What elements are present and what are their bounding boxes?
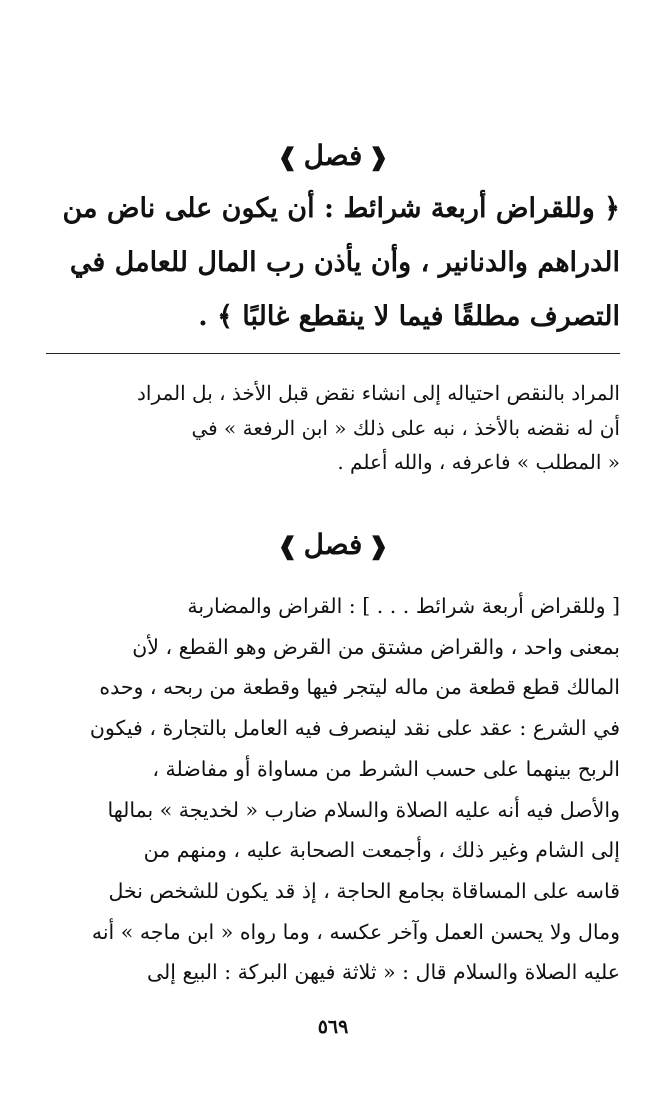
page-number: ٥٦٩ bbox=[317, 1016, 349, 1038]
commentary-text bbox=[46, 586, 620, 993]
heading-ornament-left: ❱ bbox=[277, 531, 298, 560]
heading-ornament-right: ❰ bbox=[368, 531, 389, 560]
matn-line: الدراهم والدنانير ، وأن يأذن رب المال للعامل في bbox=[69, 247, 620, 278]
divider-rule bbox=[46, 353, 620, 354]
commentary-line: في الشرع : عقد على نقد لينصرف فيه العامل بالتجارة ، فيكون bbox=[89, 716, 620, 741]
footnote-text bbox=[46, 376, 620, 480]
section-heading-commentary bbox=[0, 527, 666, 564]
commentary-line: عليه الصلاة والسلام قال : « ثلاثة فيهن البركة : البيع إلى bbox=[146, 960, 620, 985]
footnote-line: المراد بالنقص احتياله إلى انشاء نقض قبل الأخذ ، بل المراد bbox=[136, 381, 620, 405]
matn-line: التصرف مطلقًا فيما لا ينقطع غالبًا ﴾ . bbox=[198, 301, 620, 332]
commentary-line: بمعنى واحد ، والقراض مشتق من القرض وهو القطع ، لأن bbox=[132, 634, 620, 659]
footnote-line: « المطلب » فاعرفه ، والله أعلم . bbox=[337, 450, 620, 474]
commentary-line: المالك قطع قطعة من ماله ليتجر فيها وقطعة من ربحه ، وحده bbox=[99, 675, 620, 700]
footnote-line: أن له نقضه بالأخذ ، نبه على ذلك « ابن الرفعة » في bbox=[191, 415, 620, 440]
heading-ornament-left: ❱ bbox=[277, 142, 298, 171]
commentary-line: [ وللقراض أربعة شرائط . . . ] : القراض والمضاربة bbox=[187, 594, 620, 618]
section-title: فصل bbox=[303, 139, 363, 172]
commentary-line: ومال ولا يحسن العمل وآخر عكسه ، وما رواه « ابن ماجه » أنه bbox=[91, 919, 620, 944]
matn-line: ﴿ وللقراض أربعة شرائط : أن يكون على ناض من bbox=[62, 193, 620, 224]
commentary-line: الربح بينهما على حسب الشرط من مساواة أو مفاضلة ، bbox=[152, 756, 620, 781]
heading-ornament-right: ❰ bbox=[368, 142, 389, 171]
matn-text bbox=[46, 182, 620, 344]
commentary-line: إلى الشام وغير ذلك ، وأجمعت الصحابة عليه ، ومنهم من bbox=[143, 838, 620, 863]
commentary-line: قاسه على المساقاة بجامع الحاجة ، إذ قد يكون للشخص نخل bbox=[108, 878, 620, 903]
section-heading-top bbox=[0, 138, 666, 175]
section-title: فصل bbox=[303, 528, 363, 561]
commentary-line: والأصل فيه أنه عليه الصلاة والسلام ضارب « لخديجة » بمالها bbox=[107, 797, 620, 822]
